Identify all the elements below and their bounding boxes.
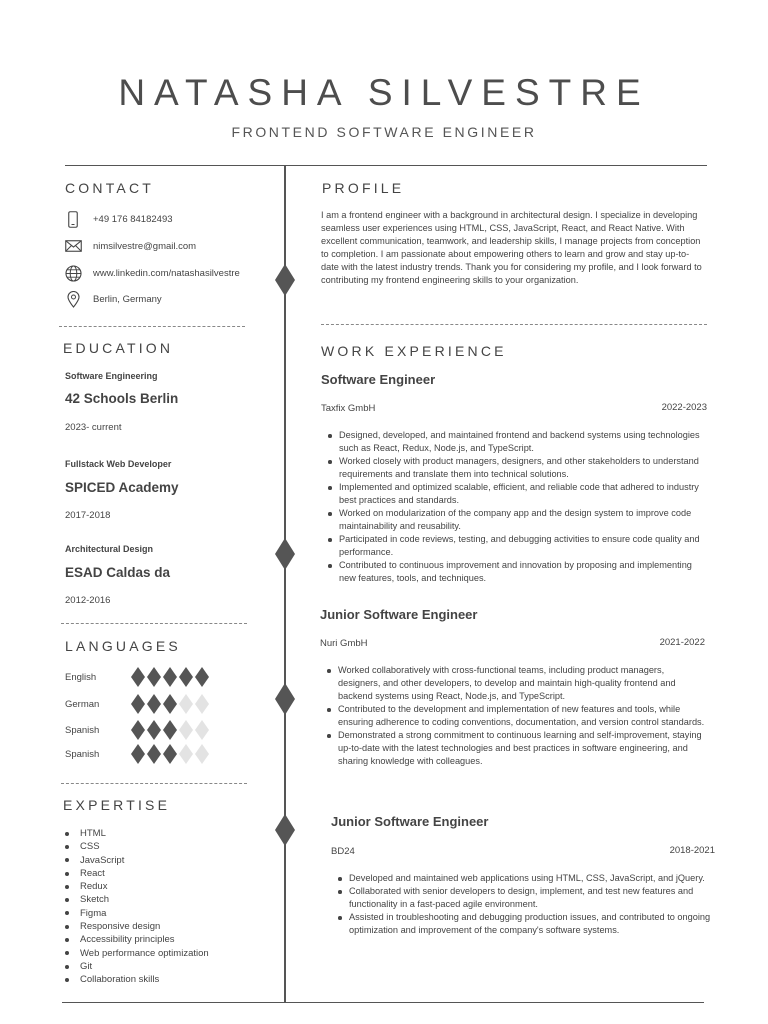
skill-label: Accessibility principles (80, 934, 175, 946)
language-name: Spanish (65, 724, 100, 736)
candidate-name: NATASHA SILVESTRE (118, 72, 650, 113)
level-diamond-filled-icon (163, 667, 177, 687)
list-item (332, 885, 716, 911)
list-item (65, 933, 209, 946)
level-diamond-filled-icon (179, 667, 193, 687)
education-school: 42 Schools Berlin (65, 391, 179, 406)
language-level (131, 667, 209, 687)
contact-location (63, 289, 162, 309)
job-title-heading: FRONTEND SOFTWARE ENGINEER (231, 124, 537, 140)
job-responsibilities (321, 664, 707, 768)
level-diamond-filled-icon (147, 694, 161, 714)
phone-number: +49 176 84182493 (93, 213, 173, 225)
languages-heading: LANGUAGES (65, 638, 181, 654)
timeline-diamond-icon (275, 683, 295, 715)
level-diamond-empty-icon (179, 694, 193, 714)
skill-label: Web performance optimization (80, 947, 209, 959)
list-item (65, 920, 209, 933)
list-item (321, 664, 707, 703)
bullet-text: Participated in code reviews, testing, and debugging activities to ensure code quality and performance. (339, 534, 700, 557)
list-item (321, 729, 707, 768)
education-school: ESAD Caldas da (65, 565, 171, 580)
bullet-text: Implemented and optimized scalable, efficient, and reliable code that adhered to industry best practices and standards. (339, 482, 699, 505)
section-divider (61, 783, 247, 784)
level-diamond-empty-icon (179, 744, 193, 764)
email-address: nimsilvestre@gmail.com (93, 240, 197, 252)
list-item (65, 840, 209, 853)
language-row (65, 667, 209, 687)
bullet-text: Assisted in troubleshooting and debugging production issues, and contributed to ongoing optimization and improvement of the company's software systems. (349, 912, 711, 935)
job-position: Software Engineer (321, 372, 436, 387)
level-diamond-filled-icon (131, 744, 145, 764)
envelope-icon (63, 237, 83, 255)
list-item (332, 872, 716, 885)
profile-summary: I am a frontend engineer with a background in architectural design. I specialize in developing seamless user experiences using HTML, CSS, JavaScript, React, and React Native. With excellent communication, teamwork, and leadership skills, I manage projects from conception to completion. I am passionate about empowering others to learn and grow and stay up-to-date with the latest industry trends. Thank you for considering my profile, and I look forward to contributing my frontend engineering skills to your organization. (321, 210, 702, 286)
level-diamond-filled-icon (147, 744, 161, 764)
list-item (65, 907, 209, 920)
expertise-list (65, 827, 209, 987)
list-item (321, 703, 707, 729)
list-item (322, 507, 708, 533)
list-item (65, 827, 209, 840)
level-diamond-empty-icon (179, 720, 193, 740)
profile-heading: PROFILE (322, 180, 405, 196)
language-level (131, 720, 209, 740)
contact-phone (63, 209, 173, 229)
level-diamond-filled-icon (163, 694, 177, 714)
list-item (322, 429, 708, 455)
level-diamond-filled-icon (147, 667, 161, 687)
bullet-text: Developed and maintained web applications using HTML, CSS, JavaScript, and jQuery. (349, 873, 705, 883)
education-degree: Architectural Design (65, 544, 154, 554)
language-row (65, 744, 209, 764)
expertise-heading: EXPERTISE (63, 797, 171, 813)
job-company: Nuri GmbH (320, 638, 368, 649)
job-company: Taxfix GmbH (321, 403, 376, 414)
bullet-text: Worked collaboratively with cross-functional teams, including product managers, designers, and other developers, to develop and maintain high-quality frontend and backend systems using React, Node.js, and TypeScript. (338, 665, 676, 701)
skill-label: HTML (80, 828, 106, 839)
location-text: Berlin, Germany (93, 293, 162, 305)
job-dates: 2018-2021 (669, 845, 715, 856)
job-responsibilities (322, 429, 708, 585)
language-row (65, 720, 209, 740)
list-item (65, 880, 209, 893)
skill-label: JavaScript (80, 854, 125, 866)
education-heading: EDUCATION (63, 340, 174, 356)
language-row (65, 694, 209, 714)
contact-heading: CONTACT (65, 180, 155, 196)
language-name: Spanish (65, 748, 100, 760)
level-diamond-filled-icon (147, 720, 161, 740)
education-degree: Fullstack Web Developer (65, 459, 172, 469)
list-item (322, 533, 708, 559)
level-diamond-filled-icon (131, 667, 145, 687)
website-url: www.linkedin.com/natashasilvestre (93, 267, 240, 279)
education-dates: 2012-2016 (65, 595, 111, 606)
language-level (131, 694, 209, 714)
level-diamond-empty-icon (195, 744, 209, 764)
education-school: SPICED Academy (65, 480, 179, 495)
bullet-text: Contributed to continuous improvement and innovation by proposing and implementing new features, tools, and techniques. (339, 560, 692, 583)
bottom-divider (62, 1002, 704, 1003)
level-diamond-filled-icon (195, 667, 209, 687)
list-item (65, 947, 209, 960)
job-responsibilities (332, 872, 716, 937)
bullet-text: Designed, developed, and maintained frontend and backend systems using technologies such as React, Redux, Node.js, and TypeScript. (339, 430, 700, 453)
list-item (322, 481, 708, 507)
list-item (322, 455, 708, 481)
education-dates: 2023- current (65, 422, 122, 433)
skill-label: Git (80, 960, 93, 972)
education-degree: Software Engineering (65, 371, 158, 381)
education-dates: 2017-2018 (65, 510, 111, 521)
list-item (65, 867, 209, 880)
skill-label: Redux (80, 881, 108, 893)
level-diamond-empty-icon (195, 694, 209, 714)
skill-label: Figma (80, 907, 107, 919)
job-position: Junior Software Engineer (331, 814, 489, 829)
skill-label: Responsive design (80, 921, 161, 933)
contact-website (63, 263, 240, 283)
level-diamond-filled-icon (163, 744, 177, 764)
globe-icon (63, 264, 83, 282)
list-item (65, 893, 209, 906)
contact-email (63, 236, 196, 256)
skill-label: Collaboration skills (80, 974, 160, 986)
skill-label: CSS (80, 841, 100, 853)
level-diamond-filled-icon (131, 694, 145, 714)
top-divider (65, 165, 707, 166)
bullet-text: Worked closely with product managers, designers, and other stakeholders to understand requirements and translate them into technical solutions. (339, 456, 699, 479)
language-name: English (65, 671, 97, 683)
timeline-diamond-icon (275, 538, 295, 570)
level-diamond-filled-icon (163, 720, 177, 740)
level-diamond-empty-icon (195, 720, 209, 740)
location-pin-icon (63, 290, 83, 308)
list-item (65, 960, 209, 973)
section-divider (59, 326, 245, 327)
bullet-text: Contributed to the development and implementation of new features and tools, while ensuring adherence to coding conventions, documentation, and version control standards. (338, 704, 705, 727)
bullet-text: Collaborated with senior developers to design, implement, and test new features and functionality in a fast-paced agile environment. (349, 886, 694, 909)
timeline-diamond-icon (275, 264, 295, 296)
level-diamond-filled-icon (131, 720, 145, 740)
language-level (131, 744, 209, 764)
section-divider (61, 623, 247, 624)
phone-icon (63, 210, 83, 228)
skill-label: Sketch (80, 894, 110, 906)
bullet-text: Demonstrated a strong commitment to continuous learning and self-improvement, staying up-to-date with the latest technologies and best practices in software engineering, and sharing knowledge with colleagues. (338, 730, 702, 766)
job-position: Junior Software Engineer (320, 607, 478, 622)
timeline-diamond-icon (275, 814, 295, 846)
list-item (322, 559, 708, 585)
list-item (65, 854, 209, 867)
list-item (65, 973, 209, 986)
job-dates: 2021-2022 (659, 637, 705, 648)
job-dates: 2022-2023 (661, 402, 707, 413)
work-experience-heading: WORK EXPERIENCE (321, 343, 507, 359)
job-company: BD24 (331, 846, 355, 857)
section-divider (321, 324, 707, 325)
skill-label: React (80, 867, 105, 879)
list-item (332, 911, 716, 937)
bullet-text: Worked on modularization of the company app and the design system to improve code maintainability and reusability. (339, 508, 692, 531)
language-name: German (65, 698, 100, 710)
